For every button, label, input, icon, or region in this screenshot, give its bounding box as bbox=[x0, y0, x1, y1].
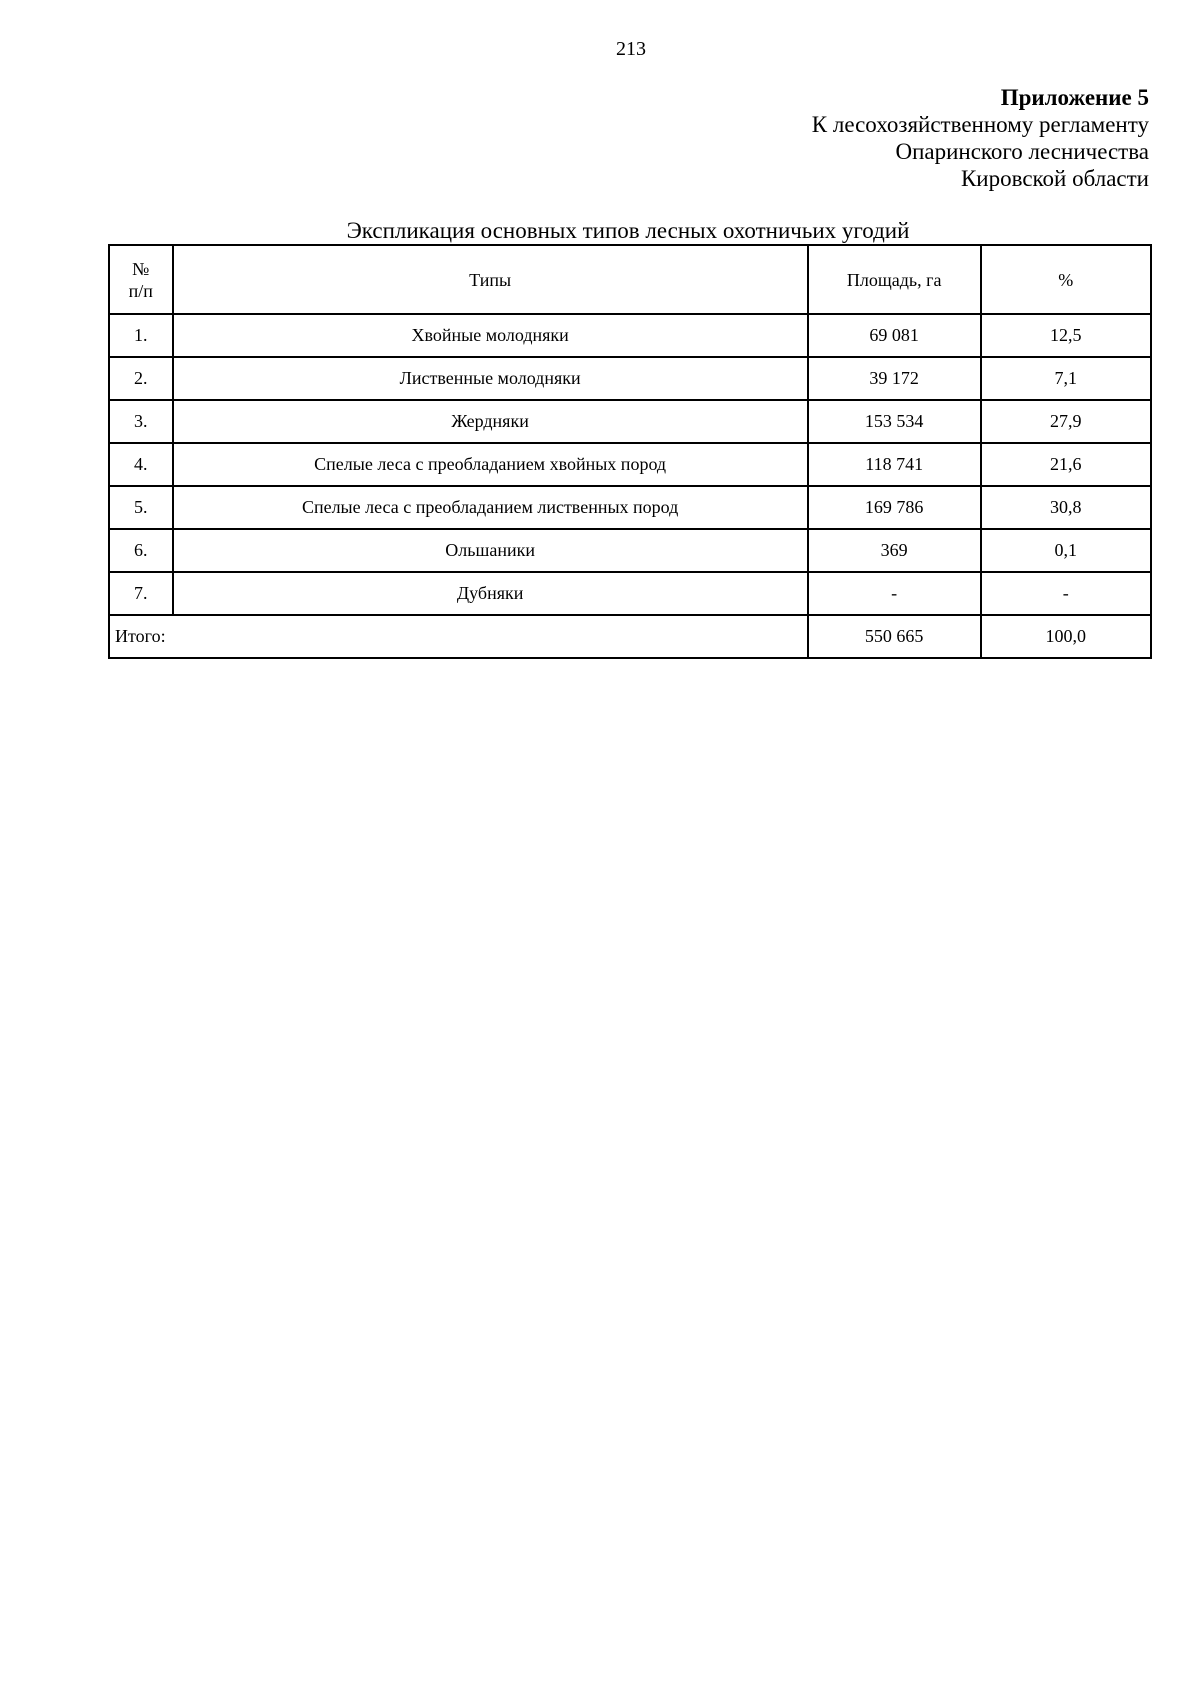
appendix-line-3: Кировской области bbox=[960, 166, 1149, 191]
row-type: Спелые леса с преобладанием хвойных пород bbox=[173, 443, 808, 486]
appendix-line-2: Опаринского лесничества bbox=[895, 139, 1149, 164]
row-type: Ольшаники bbox=[173, 529, 808, 572]
row-area: 118 741 bbox=[808, 443, 981, 486]
row-area: 169 786 bbox=[808, 486, 981, 529]
row-type: Дубняки bbox=[173, 572, 808, 615]
row-type: Хвойные молодняки bbox=[173, 314, 808, 357]
row-type: Жердняки bbox=[173, 400, 808, 443]
total-label: Итого: bbox=[109, 615, 808, 658]
header-number bbox=[109, 245, 173, 314]
total-percent: 100,0 bbox=[981, 615, 1151, 658]
table-row bbox=[109, 572, 1151, 615]
row-number: 5. bbox=[109, 486, 173, 529]
row-area: 69 081 bbox=[808, 314, 981, 357]
table-total-row bbox=[109, 615, 1151, 658]
table-row bbox=[109, 357, 1151, 400]
header-area: Площадь, га bbox=[808, 245, 981, 314]
row-percent: 27,9 bbox=[981, 400, 1151, 443]
row-area: 39 172 bbox=[808, 357, 981, 400]
row-number: 7. bbox=[109, 572, 173, 615]
table-row bbox=[109, 443, 1151, 486]
header-percent: % bbox=[981, 245, 1151, 314]
row-percent: 30,8 bbox=[981, 486, 1151, 529]
appendix-line-1: К лесохозяйственному регламенту bbox=[811, 112, 1149, 137]
row-percent: 12,5 bbox=[981, 314, 1151, 357]
row-percent: - bbox=[981, 572, 1151, 615]
page-number: 213 bbox=[616, 38, 646, 60]
table-row bbox=[109, 314, 1151, 357]
table-row bbox=[109, 486, 1151, 529]
row-percent: 0,1 bbox=[981, 529, 1151, 572]
header-type: Типы bbox=[173, 245, 808, 314]
row-type: Спелые леса с преобладанием лиственных пород bbox=[173, 486, 808, 529]
row-number: 2. bbox=[109, 357, 173, 400]
table-row bbox=[109, 529, 1151, 572]
row-area: - bbox=[808, 572, 981, 615]
row-area: 369 bbox=[808, 529, 981, 572]
row-percent: 7,1 bbox=[981, 357, 1151, 400]
header-number-line-1: № bbox=[132, 258, 150, 279]
table-row bbox=[109, 400, 1151, 443]
row-number: 6. bbox=[109, 529, 173, 572]
row-area: 153 534 bbox=[808, 400, 981, 443]
row-type: Лиственные молодняки bbox=[173, 357, 808, 400]
row-number: 4. bbox=[109, 443, 173, 486]
row-number: 3. bbox=[109, 400, 173, 443]
table-caption: Экспликация основных типов лесных охотничьих угодий bbox=[346, 218, 910, 243]
table-header-row bbox=[109, 245, 1151, 314]
header-number-line-2: п/п bbox=[128, 280, 153, 301]
explication-table bbox=[108, 244, 1152, 659]
row-percent: 21,6 bbox=[981, 443, 1151, 486]
appendix-header bbox=[812, 84, 1149, 192]
total-area: 550 665 bbox=[808, 615, 981, 658]
row-number: 1. bbox=[109, 314, 173, 357]
appendix-title: Приложение 5 bbox=[1000, 85, 1149, 110]
